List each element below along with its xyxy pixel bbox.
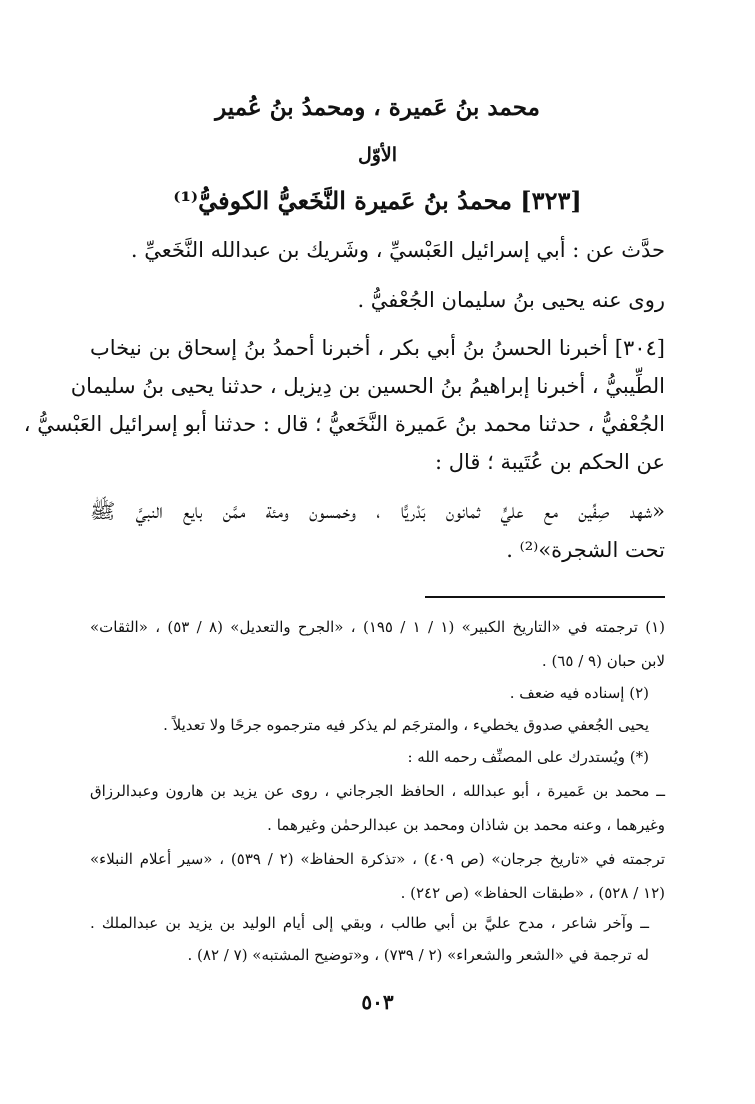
footnote-line: له ترجمة في «الشعر والشعراء» (٢ / ٧٣٩) ، و«توضيح المشتبه» (٧ / ٨٢) . — [187, 946, 649, 964]
footnote-separator — [425, 596, 665, 598]
page-number: ٥٠٣ — [361, 990, 394, 1014]
chapter-subtitle: الأوّل — [357, 144, 398, 166]
footnote-line: (٢) إسناده فيه ضعف . — [509, 684, 649, 702]
footnote-line: وغيرهما ، وعنه محمد بن شاذان ومحمد بن عبدالرحمٰن وغيرهما . — [267, 816, 665, 834]
footnote-line: (*) ويُستدرك على المصنِّف رحمه الله : — [407, 748, 649, 766]
narrated-from-line: حدَّث عن : أبي إسرائيل العَبْسيِّ ، وشَريك بن عبدالله النَّخَعيِّ . — [130, 238, 665, 262]
chapter-title: محمد بنُ عَميرة ، ومحمدُ بنُ عُمير — [215, 94, 540, 121]
footnote-line: (١٢ / ٥٢٨) ، «طبقات الحفاظ» (ص ٢٤٢) . — [400, 884, 665, 902]
footnote-line: لابن حبان (٩ / ٦٥) . — [541, 652, 665, 670]
narrated-by-line: روى عنه يحيى بنُ سليمان الجُعْفيُّ . — [357, 288, 665, 312]
footnote-line: (١) ترجمته في «التاريخ الكبير» (١ / ١ / ١٩٥) ، «الجرح والتعديل» (٨ / ٥٣) ، «الثقات» — [90, 618, 665, 636]
hadith-quote-line: تحت الشجرة»⁽²⁾ . — [506, 538, 665, 562]
hadith-line: [٣٠٤] أخبرنا الحسنُ بنُ أبي بكر ، أخبرنا أحمدُ بنُ إسحاق بن نيخاب — [90, 336, 665, 360]
hadith-line: عن الحكم بن عُتَيبة ؛ قال : — [434, 450, 665, 474]
entry-heading: [٣٢٣] محمدُ بنُ عَميرة النَّخَعيُّ الكوفيُّ⁽¹⁾ — [173, 186, 582, 215]
footnote-line: ــ محمد بن عَميرة ، أبو عبدالله ، الحافظ الجرجاني ، روى عن يزيد بن هارون وعبدالرزاق — [90, 782, 665, 800]
footnote-line: ترجمته في «تاريخ جرجان» (ص ٤٠٩) ، «تذكرة الحفاظ» (٢ / ٥٣٩) ، «سير أعلام النبلاء» — [90, 850, 666, 868]
hadith-quote-line: «شهد صِفِّين مع عليٍّ ثمانون بَدْريًّا ، وخمسون ومئة ممَّن بايع النبيَّ ﷺ — [90, 499, 665, 523]
hadith-line: الطِّيبيُّ ، أخبرنا إبراهيمُ بنُ الحسين بن دِيزيل ، حدثنا يحيى بنُ سليمان — [70, 374, 665, 398]
hadith-line: الجُعْفيُّ ، حدثنا محمد بنُ عَميرة النَّخَعيُّ ؛ قال : حدثنا أبو إسرائيل العَبْسيُّ ، — [23, 412, 665, 436]
footnote-line: ــ وآخر شاعر ، مدح عليَّ بن أبي طالب ، وبقي إلى أيام الوليد بن يزيد بن عبدالملك . — [90, 914, 649, 932]
footnote-line: يحيى الجُعفي صدوق يخطيء ، والمترجَم لم يذكر فيه مترجموه جرحًا ولا تعديلاً . — [163, 716, 649, 734]
